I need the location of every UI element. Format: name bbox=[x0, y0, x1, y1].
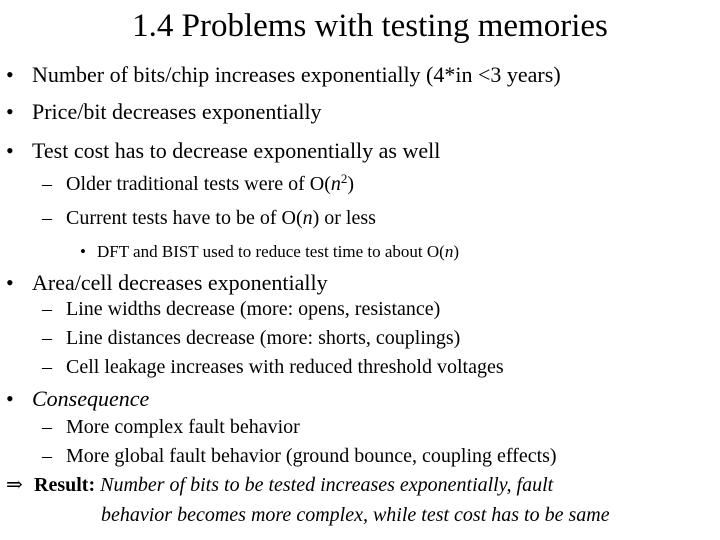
sub-bullet-text: More complex fault behavior bbox=[66, 416, 300, 438]
bullet-marker: • bbox=[6, 99, 14, 124]
bullet-item bbox=[6, 270, 328, 295]
sub-bullet-text: Older traditional tests were of O( bbox=[66, 173, 331, 195]
bullet-item bbox=[6, 99, 322, 124]
result-text: behavior becomes more complex, while test cost has to be same bbox=[101, 504, 610, 526]
bullet-text: Price/bit decreases exponentially bbox=[32, 99, 322, 124]
sub-bullet-text: ) bbox=[347, 173, 355, 195]
sub-sub-bullet-text: DFT and BIST used to reduce test time to about O( bbox=[97, 242, 445, 261]
sub-bullet-text: ) or less bbox=[312, 207, 376, 229]
bullet-marker: • bbox=[6, 386, 14, 411]
result-line-2 bbox=[101, 504, 610, 527]
sub-sub-bullet-item bbox=[80, 242, 459, 262]
sub-bullet-item bbox=[42, 170, 355, 196]
bullet-text: Area/cell decreases exponentially bbox=[32, 270, 328, 295]
sub-bullet-item bbox=[42, 445, 557, 468]
sub-bullet-text: Cell leakage increases with reduced threshold voltages bbox=[66, 356, 504, 378]
sub-sub-bullet-text: ) bbox=[453, 242, 459, 261]
bullet-marker: • bbox=[80, 242, 86, 261]
math-variable: n bbox=[302, 207, 313, 229]
implies-arrow-icon: ⇒ bbox=[6, 474, 23, 496]
bullet-marker: • bbox=[6, 138, 14, 163]
bullet-item bbox=[6, 62, 561, 87]
result-label: Result: bbox=[34, 474, 96, 496]
dash-marker: – bbox=[42, 173, 52, 195]
dash-marker: – bbox=[42, 445, 52, 467]
result-line-1 bbox=[6, 474, 553, 497]
sub-bullet-text: Line widths decrease (more: opens, resistance) bbox=[66, 298, 441, 320]
bullet-marker: • bbox=[6, 62, 14, 87]
sub-bullet-item bbox=[42, 298, 440, 321]
sub-bullet-text: Line distances decrease (more: shorts, couplings) bbox=[66, 327, 461, 349]
bullet-item bbox=[6, 386, 149, 411]
bullet-marker: • bbox=[6, 270, 14, 295]
dash-marker: – bbox=[42, 207, 52, 229]
dash-marker: – bbox=[42, 416, 52, 438]
math-variable: n bbox=[444, 242, 454, 261]
sub-bullet-item bbox=[42, 416, 300, 439]
sub-bullet-text: More global fault behavior (ground bounce, coupling effects) bbox=[66, 445, 557, 467]
bullet-text: Consequence bbox=[32, 386, 150, 411]
dash-marker: – bbox=[42, 298, 52, 320]
sub-bullet-item bbox=[42, 207, 376, 230]
sub-bullet-text: Current tests have to be of O( bbox=[66, 207, 303, 229]
dash-marker: – bbox=[42, 327, 52, 349]
superscript: 2 bbox=[340, 170, 348, 186]
bullet-text: Test cost has to decrease exponentially as well bbox=[32, 138, 441, 163]
bullet-text: Number of bits/chip increases exponentially (4*in <3 years) bbox=[32, 62, 561, 87]
dash-marker: – bbox=[42, 356, 52, 378]
result-text: Number of bits to be tested increases exponentially, fault bbox=[100, 474, 554, 496]
bullet-item bbox=[6, 138, 440, 163]
sub-bullet-item bbox=[42, 327, 460, 350]
math-variable: n bbox=[330, 173, 341, 195]
sub-bullet-item bbox=[42, 356, 504, 379]
slide-title: 1.4 Problems with testing memories bbox=[132, 8, 608, 44]
